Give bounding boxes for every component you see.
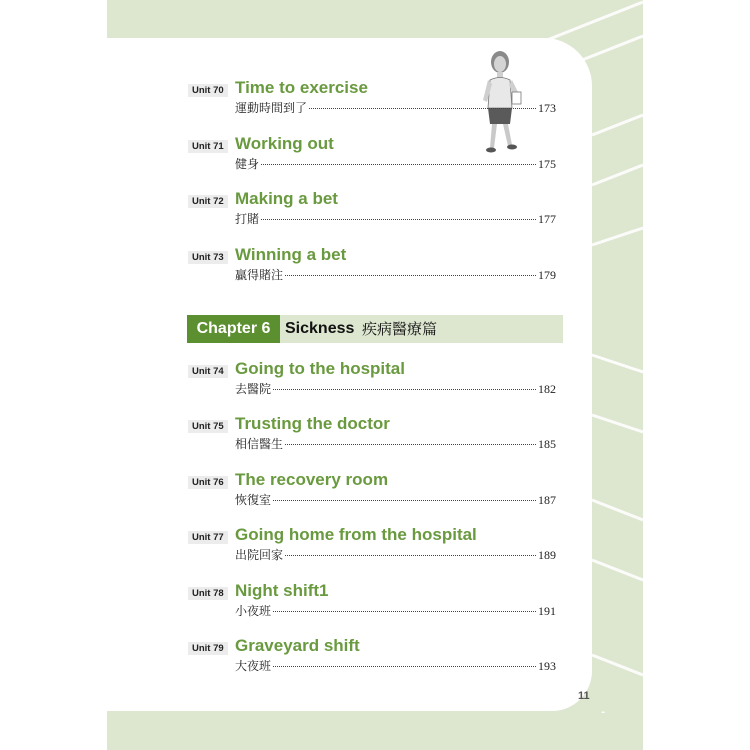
unit-badge: Unit 78 (188, 587, 228, 600)
unit-title: Making a bet (235, 189, 338, 208)
dot-leader (273, 500, 536, 501)
unit-badge: Unit 72 (188, 195, 228, 208)
unit-badge: Unit 79 (188, 642, 228, 655)
toc-subline (235, 99, 556, 116)
unit-title: Working out (235, 134, 334, 153)
chapter-title: Sickness (285, 320, 355, 337)
unit-title: Night shift1 (235, 581, 329, 600)
page-ref: 173 (538, 101, 556, 115)
toc-subline (235, 435, 556, 452)
unit-title: Going to the hospital (235, 359, 405, 378)
dot-leader (285, 275, 536, 276)
unit-badge: Unit 75 (188, 420, 228, 433)
dot-leader (285, 444, 536, 445)
unit-title: Graveyard shift (235, 636, 360, 655)
page-ref: 193 (538, 659, 556, 673)
unit-badge: Unit 71 (188, 140, 228, 153)
unit-chinese-title: 恢復室 (235, 493, 272, 507)
page-ref: 175 (538, 157, 556, 171)
unit-chinese-title: 出院回家 (235, 548, 284, 562)
toc-subline (235, 210, 556, 227)
unit-chinese-title: 運動時間到了 (235, 101, 308, 115)
toc-subline (235, 657, 556, 674)
page-ref: 182 (538, 382, 556, 396)
unit-chinese-title: 贏得賭注 (235, 268, 284, 282)
unit-chinese-title: 相信醫生 (235, 437, 284, 451)
unit-title: Winning a bet (235, 245, 347, 264)
dot-leader (285, 555, 536, 556)
unit-chinese-title: 打賭 (235, 212, 260, 226)
dot-leader (273, 611, 536, 612)
page-ref: 189 (538, 548, 556, 562)
page-ref: 185 (538, 437, 556, 451)
page-ref: 177 (538, 212, 556, 226)
unit-chinese-title: 小夜班 (235, 604, 272, 618)
unit-badge: Unit 70 (188, 84, 228, 97)
toc-subline (235, 546, 556, 563)
unit-badge: Unit 74 (188, 365, 228, 378)
unit-badge: Unit 76 (188, 476, 228, 489)
unit-title: Trusting the doctor (235, 414, 390, 433)
toc-subline (235, 266, 556, 283)
page-ref: 187 (538, 493, 556, 507)
dot-leader (261, 164, 536, 165)
page-ref: 191 (538, 604, 556, 618)
toc-subline (235, 155, 556, 172)
page-number: 11 (578, 690, 590, 702)
unit-title: Time to exercise (235, 78, 368, 97)
toc-subline (235, 602, 556, 619)
dot-leader (309, 108, 536, 109)
page-ref: 179 (538, 268, 556, 282)
chapter-label: Chapter 6 (187, 315, 280, 343)
dot-leader (273, 389, 536, 390)
unit-chinese-title: 健身 (235, 157, 260, 171)
toc-subline (235, 491, 556, 508)
unit-badge: Unit 77 (188, 531, 228, 544)
dot-leader (261, 219, 536, 220)
bottom-band (107, 713, 643, 750)
unit-title: The recovery room (235, 470, 389, 489)
chapter-heading[interactable] (187, 315, 563, 343)
dot-leader (273, 666, 536, 667)
unit-badge: Unit 73 (188, 251, 228, 264)
unit-chinese-title: 去醫院 (235, 382, 272, 396)
toc-subline (235, 380, 556, 397)
unit-chinese-title: 大夜班 (235, 659, 272, 673)
chapter-chinese-title: 疾病醫療篇 (362, 320, 438, 338)
unit-title: Going home from the hospital (235, 525, 477, 544)
